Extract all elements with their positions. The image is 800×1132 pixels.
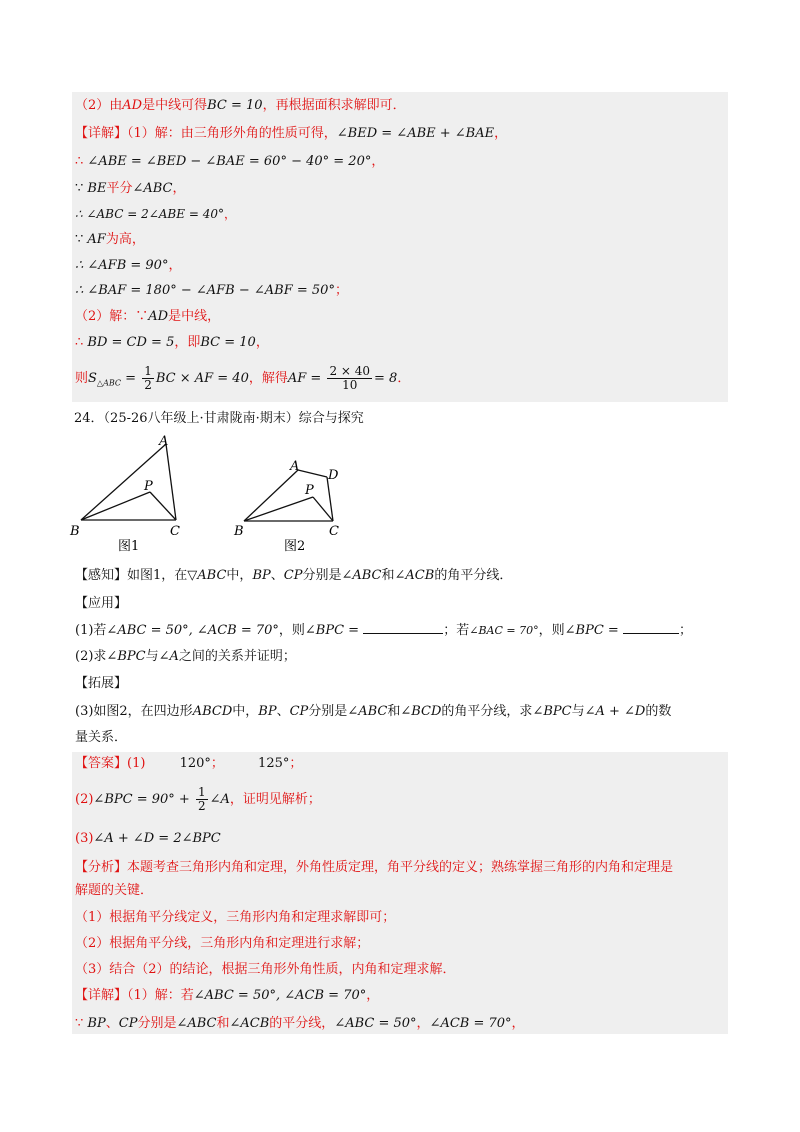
answer-line-1: 【答案】(1) 120°； 125°； — [75, 756, 303, 771]
figure-2 — [232, 455, 362, 555]
analysis-line-2: 解题的关键． — [75, 883, 154, 898]
question-2: (2)求∠BPC与∠A之间的关系并证明； — [75, 649, 296, 664]
perceive-line: 【感知】如图1，在▽ABC中，BP、CP分别是∠ABC和∠ACB的角平分线． — [75, 568, 513, 583]
fig1-label-b: B — [70, 524, 80, 539]
detail-line-6: ∴ ∠AFB = 90°， — [75, 258, 182, 273]
analysis-line-5: （3）结合（2）的结论，根据三角形外角性质，内角和定理求解． — [75, 962, 456, 977]
fig2-label-c: C — [329, 524, 339, 539]
detail-line-1: 【详解】（1）解：由三角形外角的性质可得，∠BED = ∠ABE + ∠BAE， — [75, 126, 508, 141]
fraction-half-answer: $\frac{1}{2}$ — [197, 785, 206, 813]
detail-line-5: ∵ AF为高， — [75, 232, 145, 247]
question-1: (1)若∠ABC = 50°, ∠ACB = 70°，则∠BPC = ；若∠BAC = 70°，则∠BPC = ； — [75, 623, 692, 638]
answer-line-2: (2)∠BPC = 90° + $\frac{1}{2}$ ∠A，证明见解析； — [75, 785, 321, 813]
answer-line-3: (3)∠A + ∠D = 2∠BPC — [75, 831, 221, 846]
fig2-label-d: D — [328, 468, 339, 483]
answer-blank-1[interactable] — [363, 621, 443, 634]
detail-line-3: ∵ BE平分∠ABC， — [75, 181, 186, 196]
detail-line-10: 则$S_{\triangle ABC}$ = $\frac{1}{2}$ BC × AF = 40，解得AF = $\frac{2 \times 40}{10}$ = 8． — [75, 364, 411, 392]
detail-line-9: ∴ BD = CD = 5，即BC = 10， — [75, 335, 269, 350]
fraction-half: $\frac{1}{2}$ — [144, 364, 152, 392]
fig1-label-c: C — [170, 524, 180, 539]
detail-line-8: （2）解：∵AD是中线， — [75, 309, 221, 324]
question-3-cont: 量关系． — [75, 730, 128, 745]
detail-line-4: ∴ ∠ABC = 2∠ABE = 40°， — [75, 207, 236, 221]
detail-line-7: ∴ ∠BAF = 180° − ∠AFB − ∠ABF = 50°； — [75, 283, 348, 298]
fig1-label-p: P — [144, 479, 153, 494]
question-3: (3)如图2，在四边形ABCD中，BP、CP分别是∠ABC和∠BCD的角平分线，求∠BPC与∠A + ∠D的数 — [75, 704, 672, 719]
fig2-label-b: B — [234, 524, 244, 539]
fig2-label-a: A — [290, 459, 300, 474]
apply-title: 【应用】 — [75, 596, 128, 611]
analysis-line-1: 【分析】本题考查三角形内角和定理，外角性质定理，角平分线的定义；熟练掌握三角形的内角和定理是 — [75, 860, 674, 875]
hint-line: （2）由AD是中线可得BC = 10，再根据面积求解即可． — [75, 98, 406, 113]
detail-answer-line-2: ∵ BP、CP分别是∠ABC和∠ACB的平分线，∠ABC = 50°，∠ACB = 70°， — [75, 1016, 525, 1031]
answer-blank-2[interactable] — [623, 621, 679, 634]
fraction-af: $\frac{2 \times 40}{10}$ — [329, 364, 371, 392]
problem-header: 24．（25-26八年级上·甘肃陇南·期末）综合与探究 — [74, 411, 364, 426]
fig2-caption: 图2 — [284, 539, 306, 554]
figure-1 — [66, 432, 196, 552]
detail-line-2: ∴ ∠ABE = ∠BED − ∠BAE = 60° − 40° = 20°， — [75, 154, 385, 169]
analysis-line-3: （1）根据角平分线定义，三角形内角和定理求解即可； — [75, 910, 396, 925]
fig1-label-a: A — [159, 434, 169, 449]
analysis-line-4: （2）根据角平分线，三角形内角和定理进行求解； — [75, 936, 370, 951]
fig2-label-p: P — [305, 483, 314, 498]
fig1-caption: 图1 — [118, 539, 140, 552]
detail-answer-line: 【详解】（1）解：若∠ABC = 50°, ∠ACB = 70°， — [75, 988, 380, 1003]
extend-title: 【拓展】 — [75, 676, 128, 691]
